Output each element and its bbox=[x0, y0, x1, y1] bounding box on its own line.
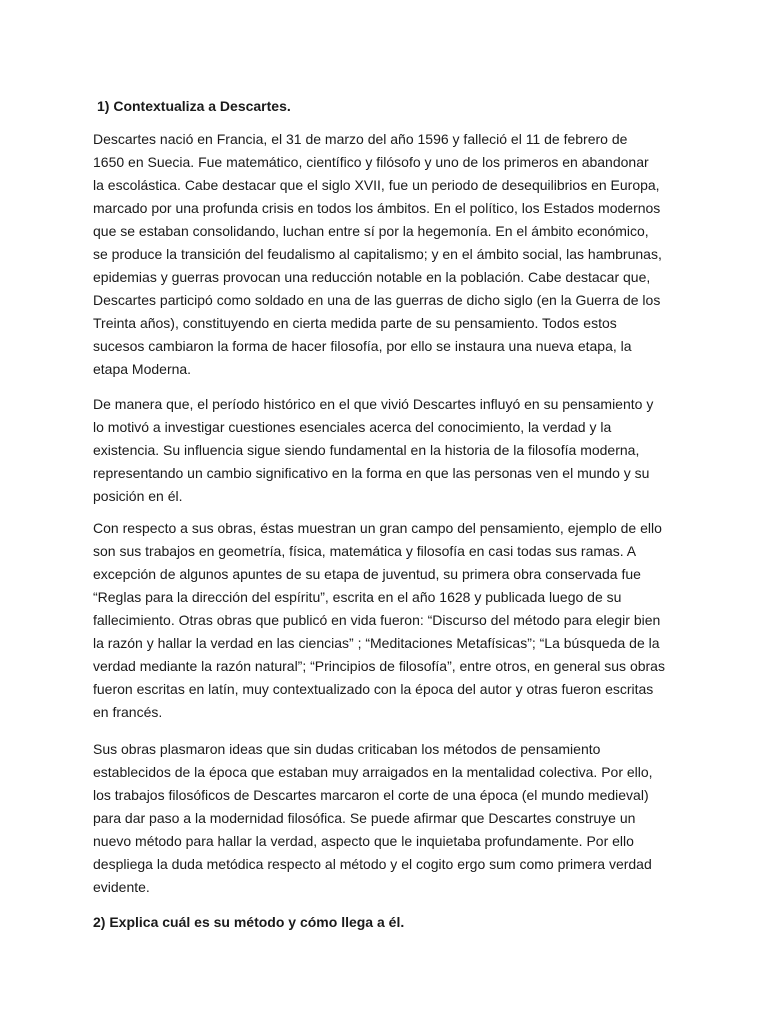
paragraph-context: Descartes nació en Francia, el 31 de marzo del año 1596 y falleció el 11 de febrero de 1650 en Suecia. Fue matemático, científico y filósofo y uno de los primeros en abandonar la escolástica. Cabe destacar que el siglo XVII, fue un periodo de desequilibrios en Europa, marcado por una profunda crisis en todos los ámbitos. En el político, los Estados modernos que se estaban consolidando, luchan entre sí por la hegemonía. En el ámbito económico, se produce la transición del feudalismo al capitalismo; y en el ámbito social, las hambrunas, epidemias y guerras provocan una reducción notable en la población. Cabe destacar que, Descartes participó como soldado en una de las guerras de dicho siglo (en la Guerra de los Treinta años), constituyendo en cierta medida parte de su pensamiento. Todos estos sucesos cambiaron la forma de hacer filosofía, por ello se instaura una nueva etapa, la etapa Moderna. bbox=[93, 131, 662, 377]
section-heading-2: 2) Explica cuál es su método y cómo llega a él. bbox=[93, 914, 405, 930]
paragraph-works: Con respecto a sus obras, éstas muestran un gran campo del pensamiento, ejemplo de ello son sus trabajos en geometría, física, matemática y filosofía en casi todas sus ramas. A excepción de algunos apuntes de su etapa de juventud, su primera obra conservada fue “Reglas para la dirección del espíritu”, escrita en el año 1628 y publicada luego de su fallecimiento. Otras obras que publicó en vida fueron: “Discurso del método para elegir bien la razón y hallar la verdad en las ciencias” ; “Meditaciones Metafísicas”; “La búsqueda de la verdad mediante la razón natural”; “Principios de filosofía”, entre otros, en general sus obras fueron escritas en latín, muy contextualizado con la época del autor y otras fueron escritas en francés. bbox=[93, 520, 665, 720]
paragraph-influence: De manera que, el período histórico en el que vivió Descartes influyó en su pensamiento y lo motivó a investigar cuestiones esenciales acerca del conocimiento, la verdad y la existencia. Su influencia sigue siendo fundamental en la historia de la filosofía moderna, representando un cambio significativo en la forma en que las personas ven el mundo y su posición en él. bbox=[93, 396, 654, 504]
paragraph-ideas: Sus obras plasmaron ideas que sin dudas criticaban los métodos de pensamiento establecidos de la época que estaban muy arraigados en la mentalidad colectiva. Por ello, los trabajos filosóficos de Descartes marcaron el corte de una época (el mundo medieval) para dar paso a la modernidad filosófica. Se puede afirmar que Descartes construye un nuevo método para hallar la verdad, aspecto que le inquietaba profundamente. Por ello despliega la duda metódica respecto al método y el cogito ergo sum como primera verdad evidente. bbox=[93, 741, 653, 895]
section-heading-1: 1) Contextualiza a Descartes. bbox=[97, 98, 291, 114]
